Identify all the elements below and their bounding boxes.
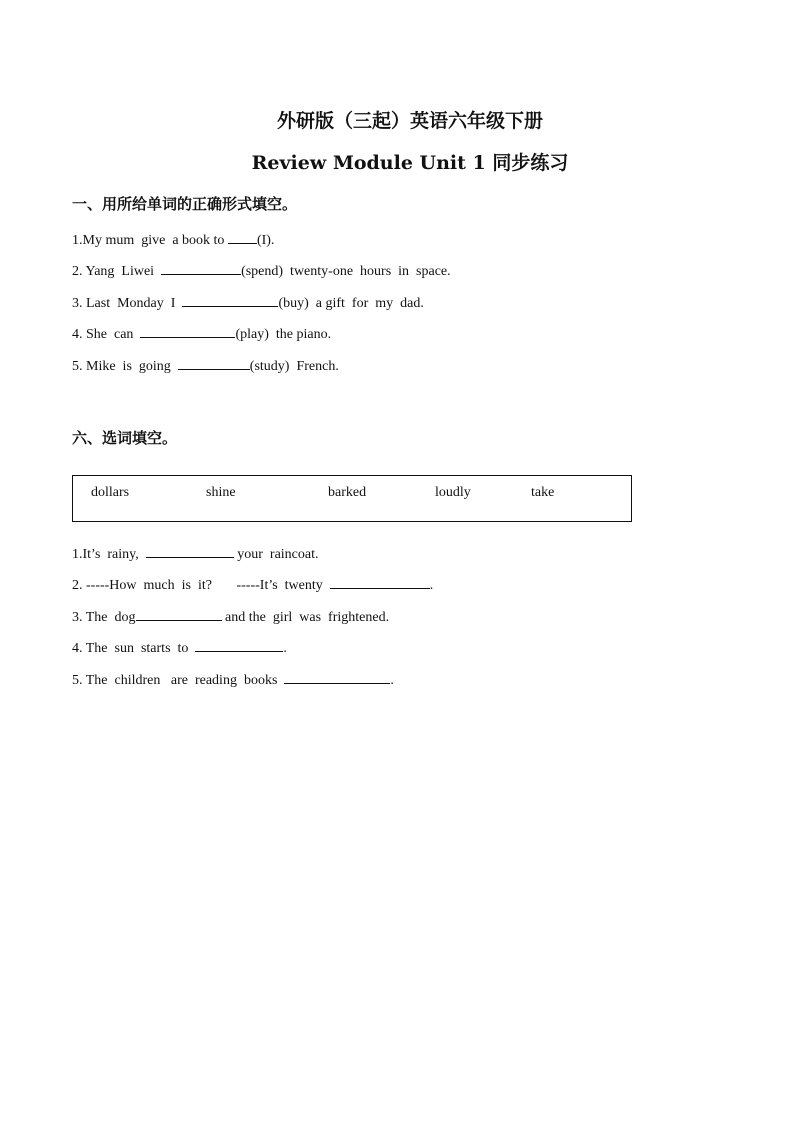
question-text: 1.My mum give a book to	[72, 233, 228, 248]
question-text: (play) the piano.	[235, 327, 332, 342]
question-text: .	[390, 673, 394, 688]
question-text: 4. The sun starts to	[72, 641, 196, 656]
question-1-4	[72, 324, 331, 343]
answer-blank[interactable]	[330, 575, 430, 589]
word-bank-item: take	[531, 485, 555, 500]
question-text: 3. The dog	[72, 610, 136, 625]
word-bank-item: dollars	[91, 485, 130, 500]
answer-blank[interactable]	[161, 261, 241, 275]
question-text: 4. She can	[72, 327, 141, 342]
question-6-1	[72, 544, 319, 563]
question-6-5	[72, 670, 394, 689]
document-title: 外研版（三起）英语六年级下册	[276, 110, 543, 132]
question-text: 3. Last Monday I	[72, 296, 183, 311]
question-6-4	[72, 638, 287, 657]
answer-blank[interactable]	[140, 324, 235, 338]
answer-blank[interactable]	[195, 638, 283, 652]
question-text: 2. -----How much is it? -----It’s twenty	[72, 578, 330, 593]
question-text: 1.It’s rainy,	[72, 547, 146, 562]
word-bank-item: shine	[206, 485, 236, 500]
question-6-2	[72, 575, 433, 594]
document-subtitle: Review Module Unit 1 同步练习	[251, 152, 569, 174]
question-text: (I).	[256, 233, 275, 248]
answer-blank[interactable]	[146, 544, 234, 558]
question-1-2	[72, 261, 451, 280]
question-text: 5. The children are reading books	[72, 673, 285, 688]
question-text: .	[429, 578, 434, 593]
answer-blank[interactable]	[136, 607, 222, 621]
question-text: (study) French.	[249, 359, 339, 374]
question-1-5	[72, 356, 339, 375]
word-bank-item: barked	[328, 485, 367, 500]
question-text: and the girl was frightened.	[221, 610, 390, 625]
question-text: 5. Mike is going	[72, 359, 178, 374]
word-bank-item: loudly	[435, 485, 471, 500]
question-1-1	[72, 230, 274, 249]
question-text: your raincoat.	[233, 547, 319, 562]
answer-blank[interactable]	[178, 356, 250, 370]
answer-blank[interactable]	[284, 670, 390, 684]
question-text: .	[283, 641, 287, 656]
section-1-heading: 一、用所给单词的正确形式填空。	[72, 195, 298, 213]
question-1-3	[72, 293, 424, 312]
question-text: (spend) twenty-one hours in space.	[241, 264, 451, 279]
word-bank	[72, 475, 632, 522]
question-6-3	[72, 607, 389, 626]
question-text: 2. Yang Liwei	[72, 264, 162, 279]
answer-blank[interactable]	[228, 230, 257, 244]
question-text: (buy) a gift for my dad.	[278, 296, 424, 311]
section-6-heading: 六、选词填空。	[72, 429, 178, 447]
answer-blank[interactable]	[182, 293, 278, 307]
